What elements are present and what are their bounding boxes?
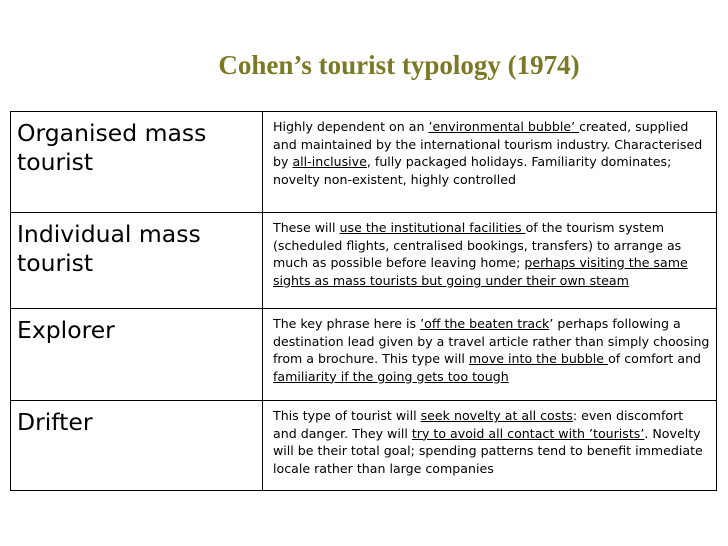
tourist-type-description (263, 112, 717, 213)
table-row (11, 401, 717, 491)
description-text-underlined: familiarity if the going gets too tough (273, 368, 509, 384)
description-text: These will (273, 220, 340, 235)
description-text-underlined: ’environmental bubble’ (428, 119, 580, 134)
typology-table (10, 111, 717, 491)
description-text: The key phrase here is (273, 316, 421, 331)
description-text: . Novelty will be their total goal; spending patterns tend to benefit immediate locale rather than large companies (273, 425, 703, 476)
table-row (11, 112, 717, 213)
description-text: ’ perhaps following a destination lead given by a travel article rather than simply choosing from a brochure. This type will (273, 316, 710, 366)
tourist-type-label: Organised mass tourist (11, 112, 263, 213)
description-text-underlined: move into the bubble (468, 351, 609, 366)
tourist-type-label: Individual mass tourist (11, 213, 263, 309)
tourist-type-description (263, 309, 717, 401)
description-text-underlined: all-inclusive (292, 154, 367, 169)
description-text: of the tourism system (scheduled flights, centralised bookings, transfers) to arrange as much as possible before leaving home; (273, 220, 682, 270)
table-row (11, 213, 717, 309)
description-text: of comfort and (608, 351, 702, 366)
tourist-type-label: Drifter (11, 401, 263, 491)
tourist-type-label: Explorer (11, 309, 263, 401)
tourist-type-description (263, 213, 717, 309)
slide-title: Cohen’s tourist typology (1974) (218, 50, 580, 80)
table-row (11, 309, 717, 401)
description-text: created, supplied and maintained by the international tourism industry. Characterised by (273, 119, 703, 169)
description-text-underlined: try to avoid all contact with ’tourists’ (411, 425, 645, 441)
tourist-type-description (263, 401, 717, 491)
description-text-underlined: ’off the beaten track (420, 316, 550, 331)
description-text: : even discomfort and danger. They will (273, 408, 684, 441)
description-text: Highly dependent on an (273, 119, 429, 134)
description-text-underlined: seek novelty at all costs (420, 408, 573, 423)
description-text: This type of tourist will (273, 408, 421, 423)
description-text-underlined: use the institutional facilities (339, 220, 526, 235)
description-text: , fully packaged holidays. Familiarity dominates; novelty non-existent, highly controlled (273, 154, 672, 187)
description-text-underlined: perhaps visiting the same sights as mass tourists but going under their own steam (273, 255, 688, 288)
